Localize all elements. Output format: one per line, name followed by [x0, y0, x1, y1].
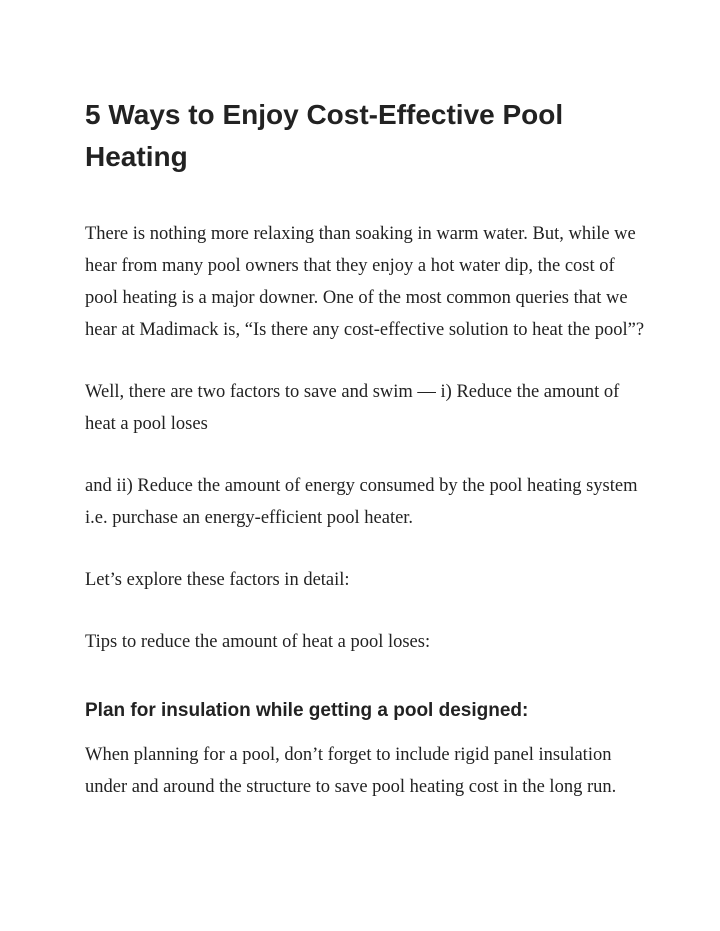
explore-paragraph: Let’s explore these factors in detail: [85, 570, 350, 590]
section-paragraph: When planning for a pool, don’t forget to include rigid panel insulation under and around the structure to save pool heating cost in the long run. [85, 745, 617, 797]
article-body [85, 94, 645, 833]
article-title: 5 Ways to Enjoy Cost-Effective Pool Heating [85, 99, 564, 172]
factor-two-paragraph: and ii) Reduce the amount of energy consumed by the pool heating system i.e. purchase an energy-efficient pool heater. [85, 476, 638, 528]
factor-one-paragraph: Well, there are two factors to save and swim — i) Reduce the amount of heat a pool loses [85, 382, 620, 434]
intro-paragraph: There is nothing more relaxing than soaking in warm water. But, while we hear from many pool owners that they enjoy a hot water dip, the cost of pool heating is a major downer. One of the most common queries that we hear at Madimack is, “Is there any cost-effective solution to heat the pool”? [85, 224, 645, 340]
tips-intro-paragraph: Tips to reduce the amount of heat a pool loses: [85, 632, 431, 652]
section-heading: Plan for insulation while getting a pool designed: [85, 700, 529, 721]
